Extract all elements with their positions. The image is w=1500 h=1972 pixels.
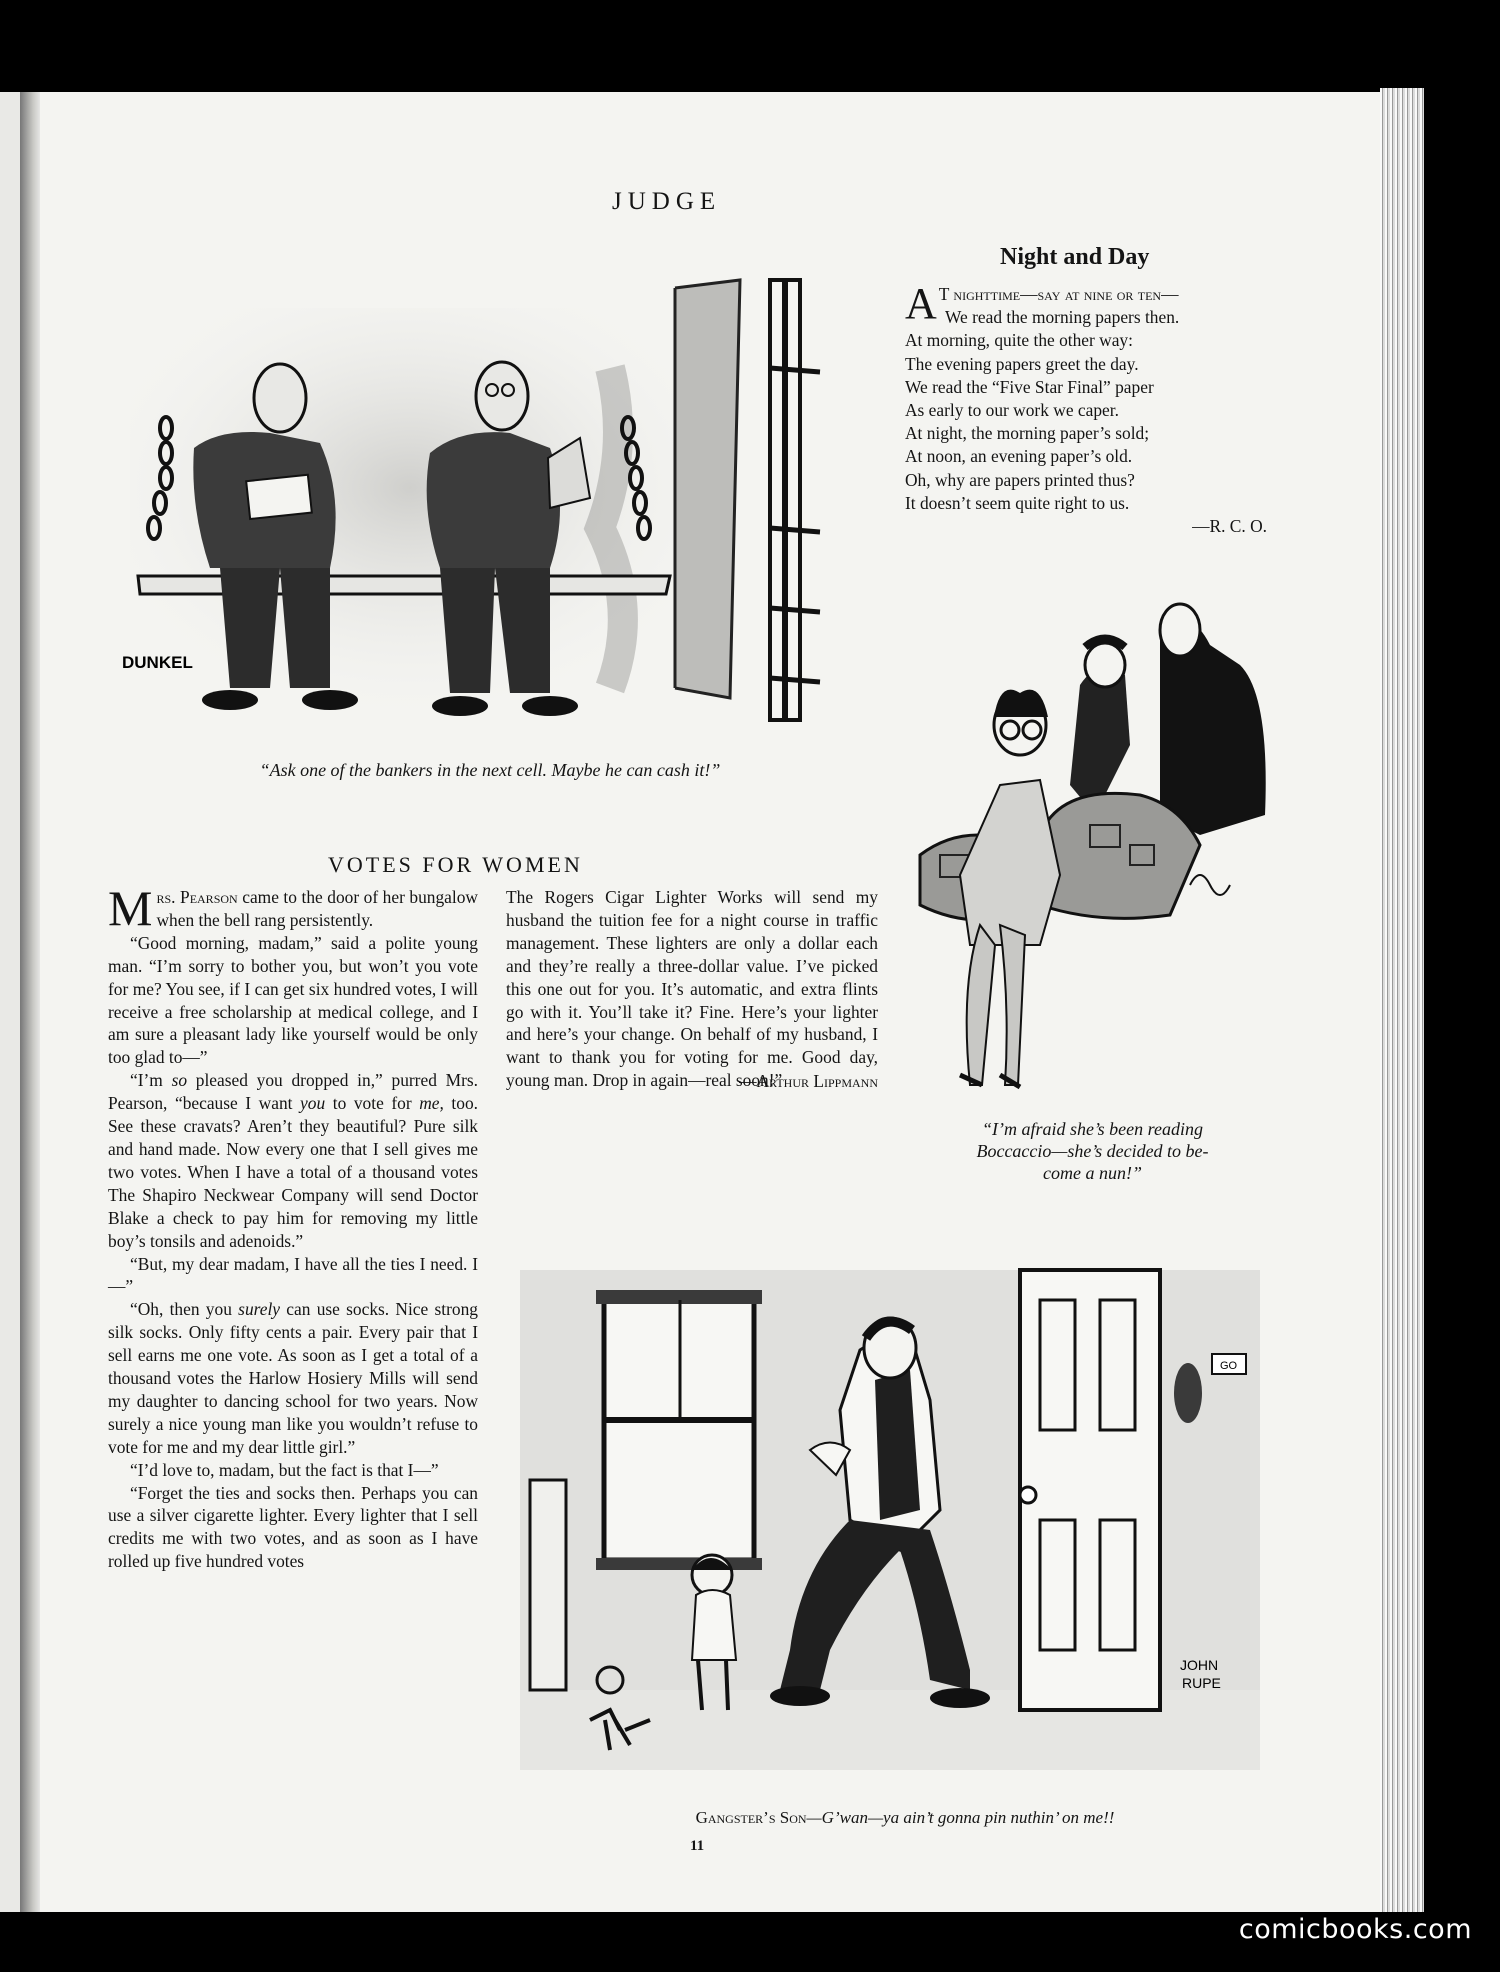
masthead: JUDGE [612, 188, 722, 215]
rupe-signature: RUPE [1182, 1675, 1221, 1691]
caption-line: “I’m afraid she’s been reading [982, 1119, 1203, 1139]
binding-gutter [20, 92, 42, 1912]
poem-line: At morning, quite the other way: [905, 330, 1133, 351]
article-dropcap: M [108, 880, 153, 936]
article-author: —Arthur Lippmann [739, 1071, 878, 1092]
article-text: to vote for [325, 1093, 420, 1114]
caption-lead: Gangster’s Son [695, 1808, 807, 1827]
prison-cartoon-caption: “Ask one of the bankers in the next cell. Maybe he can cash it!” [259, 760, 721, 780]
article-emphasis: me, [419, 1093, 444, 1114]
go-sign: GO [1220, 1360, 1238, 1372]
article-title: VOTES FOR WOMEN [328, 852, 583, 877]
poem-line: At night, the morning paper’s sold; [905, 423, 1150, 444]
article-paragraph: “But, my dear madam, I have all the ties I need. I—” [108, 1253, 478, 1297]
dunkel-signature: DUNKEL [122, 653, 193, 672]
poem-line: Oh, why are papers printed thus? [905, 469, 1135, 490]
nun-cartoon-caption [905, 1118, 1280, 1184]
watermark: comicbooks.com [1238, 1914, 1472, 1945]
prison-cartoon-drawing [122, 268, 862, 738]
poem-line: It doesn’t seem quite right to us. [905, 492, 1130, 513]
article-emphasis: so [171, 1070, 188, 1091]
article-text: can use socks. Nice strong silk socks. Only fifty cents a pair. Every pair that I sell earns me one vote. As soon as I get a total of a thousand votes the Harlow Hosiery Mills will send my daughter to dancing school for two years. Now surely a nice young man like you wouldn’t refuse to vote for me and my dear little girl.” [108, 1299, 478, 1457]
nun-cartoon-drawing [900, 585, 1280, 1105]
facing-page-edge [0, 92, 20, 1912]
poem-title: Night and Day [1000, 244, 1150, 270]
poem-line: We read the “Five Star Final” paper [905, 376, 1154, 397]
poem-line: T nighttime—say at nine or ten— [938, 284, 1179, 304]
article-paragraph: “Forget the ties and socks then. Perhaps you can use a silver cigarette lighter. Every lighter that I sell credits me with two votes, and as soon as I have rolled up five hundred votes [108, 1482, 478, 1572]
poem-line: As early to our work we caper. [905, 400, 1119, 421]
caption-line: come a nun!” [1043, 1163, 1142, 1183]
poem-line: We read the morning papers then. [945, 307, 1180, 328]
article-paragraph [108, 880, 478, 936]
poem-night-and-day [905, 279, 1287, 538]
article-text: too. See these cravats? Aren’t they beautiful? Pure silk and hand made. Now every one that I sell gives me two votes. When I have a total of a thousand votes The Shapiro Neckwear Company will send Doctor Blake a check to pay him for removing my little boy’s tonsils and adenoids.” [108, 1093, 479, 1251]
article-paragraph: The Rogers Cigar Lighter Works will send my husband the tuition fee for a night course in traffic management. These lighters are only a dollar each and they’re really a three-dollar value. I’ve picked this one out for you. It’s automatic, and extra flints go with it. You’ll take it? Fine. Here’s your lighter and here’s your change. On behalf of my husband, I want to thank you for voting for me. Good day, young man. Drop in again—real soon!” [506, 887, 878, 1091]
article-column-2 [506, 886, 878, 1093]
nun-cartoon [900, 585, 1280, 1105]
poem-line: The evening papers greet the day. [905, 353, 1139, 374]
page-stack-edge [1380, 88, 1424, 1916]
article-paragraph: “I’d love to, madam, but the fact is that I—” [130, 1459, 439, 1480]
poem-line: At noon, an evening paper’s old. [905, 446, 1133, 467]
article-lead-caps: rs. Pearson [156, 887, 238, 907]
article-paragraph [108, 1069, 478, 1252]
article-column-1 [108, 880, 479, 1573]
gangster-cartoon-drawing [520, 1250, 1260, 1790]
gangster-cartoon-caption [560, 1808, 1250, 1828]
caption-quote: —G’wan—ya ain’t gonna pin nuthin’ on me!! [806, 1808, 1115, 1827]
article-text: “Oh, then you [130, 1299, 239, 1320]
article-emphasis: you [300, 1093, 326, 1114]
rupe-signature: JOHN [1180, 1657, 1219, 1673]
article-text: came to the door of her bungalow when the bell rang persistently. [156, 887, 478, 930]
article-emphasis: surely [238, 1299, 281, 1320]
article-text: pleased you dropped in,” purred Mrs. Pearson, “because I want [108, 1070, 478, 1114]
article-paragraph: “Good morning, madam,” said a polite young man. “I’m sorry to bother you, but won’t you vote for me? You see, if I can get six hundred votes, I will receive a free scholarship at medical college, and I am sure a pleasant lady like yourself would be only too glad to—” [108, 932, 478, 1068]
poem-dropcap: A [905, 279, 937, 328]
prison-cartoon [122, 268, 862, 738]
article-text: “I’m [130, 1070, 172, 1091]
article-paragraph [108, 1298, 478, 1458]
page-number: 11 [690, 1838, 705, 1854]
caption-line: Boccaccio—she’s decided to be- [976, 1141, 1209, 1161]
gangster-cartoon [520, 1250, 1260, 1790]
poem-author: —R. C. O. [1192, 516, 1267, 537]
